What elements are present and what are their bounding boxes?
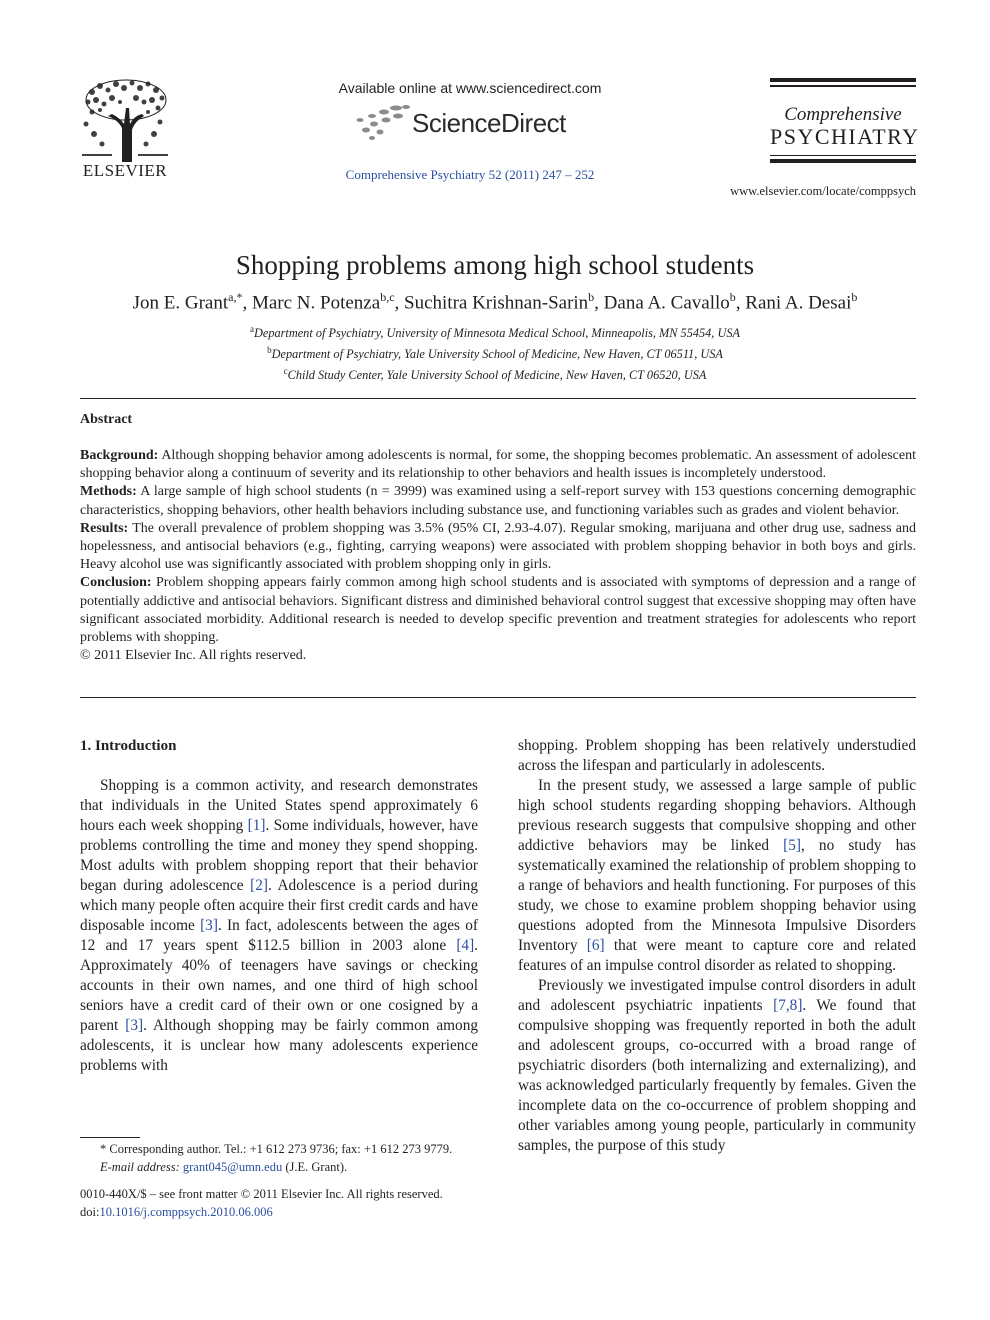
- author-affiliation-marker: b: [851, 290, 858, 304]
- body-paragraph: In the present study, we assessed a large sample of public high school students regarding shopping behaviors. Although previous research suggests that compulsive shopping and other addictive behaviors may be linked [5], no study has systematically examined the relationship of problem shopping to a range of behaviors and health functioning. For purposes of this study, we chose to examine problem shopping behavior using questions adopted from the Minnesota Impulsive Disorders Inventory [6] that were meant to capture core and related features of an impulse control disorder as related to shopping.: [518, 777, 916, 974]
- article-title: Shopping problems among high school students: [235, 250, 755, 280]
- journal-name-line1: Comprehensive: [784, 103, 902, 125]
- abstract-results: Results: The overall prevalence of problem shopping was 3.5% (95% CI, 2.93-4.07). Regular smoking, marijuana and other drug use, sadness and hopelessness, and antisocial behaviors (e.g., fighting, carrying weapons) were associated with problem shopping behavior in both boys and girls. Heavy alcohol use was significantly associated with problem shopping only in girls.: [80, 520, 916, 573]
- author-list: [0, 290, 990, 314]
- abstract-conclusion: Conclusion: Problem shopping appears fairly common among high school students and is associated with symptoms of depression and a range of potentially addictive and antisocial behaviors. Significant distress and diminished behavioral control suggest that excessive shopping may often have significant associated morbidity. Additional research is needed to develop specific prevention and treatment strategies for adolescents who report problems with shopping.: [80, 575, 916, 646]
- author-separator: ,: [394, 292, 405, 314]
- sciencedirect-wordmark: ScienceDirect: [412, 108, 566, 138]
- author-name[interactable]: Suchitra Krishnan-Sarin: [404, 292, 589, 314]
- body-paragraph: shopping. Problem shopping has been relatively understudied across the lifespan and particularly in adolescents.: [518, 737, 916, 774]
- divider: [80, 398, 916, 399]
- journal-rule: [770, 159, 916, 163]
- journal-citation[interactable]: Comprehensive Psychiatry 52 (2011) 247 – 252: [345, 167, 595, 182]
- body-column-left: [80, 736, 478, 1076]
- journal-url[interactable]: www.elsevier.com/locate/comppsych: [730, 184, 916, 198]
- author-name[interactable]: Jon E. Grant: [132, 292, 229, 314]
- reference-link[interactable]: [7,8]: [773, 997, 803, 1014]
- author-separator: ,: [735, 292, 746, 314]
- affiliation: $^a$Department of Psychiatry, University of Minnesota Medical School, Minneapolis, MN 55454, USA: [250, 324, 740, 341]
- abstract-background: Background: Although shopping behavior among adolescents is normal, for some, the shopping becomes problematic. An assessment of adolescent shopping behavior along a continuum of severity and its relationship to other behaviors and health issues is incompletely understood.: [80, 448, 917, 482]
- front-matter: [80, 1186, 500, 1221]
- affiliation: $^b$Department of Psychiatry, Yale University School of Medicine, New Haven, CT 06511, USA: [267, 345, 723, 362]
- body-paragraph: Shopping is a common activity, and research demonstrates that individuals in the United States spend approximately 6 hours each week shopping [1]. Some individuals, however, have problems controlling the time and money they spend shopping. Most adults with problem shopping report that their behavior began during adolescence [2]. Adolescence is a period during which many people often acquire their first credit cards and have disposable income [3]. In fact, adolescents between the ages of 12 and 17 years spent $112.5 billion in 2003 alone [4]. Approximately 40% of teenagers have savings or checking accounts in their own names, and one third of high school seniors have a credit card of their own or one cosigned by a parent [3]. Although shopping may be fairly common among adolescents, it is unclear how many adolescents experience problems with: [80, 777, 479, 1074]
- front-matter-line: 0010-440X/$ – see front matter © 2011 Elsevier Inc. All rights reserved.: [80, 1187, 443, 1201]
- footnote-rule: [80, 1137, 140, 1138]
- abstract-heading: Abstract: [80, 412, 133, 427]
- author-affiliation-marker: b,c: [380, 290, 395, 304]
- email-note: E-mail address: grant045@umn.edu (J.E. Grant).: [100, 1159, 348, 1174]
- footnote: [80, 1141, 478, 1176]
- publisher-name: ELSEVIER: [82, 161, 168, 180]
- doi-link[interactable]: 10.1016/j.comppsych.2010.06.006: [99, 1204, 273, 1219]
- author-separator: ,: [594, 292, 604, 314]
- abstract-copyright: © 2011 Elsevier Inc. All rights reserved.: [80, 648, 307, 664]
- author-name[interactable]: Marc N. Potenza: [251, 292, 381, 314]
- journal-rule: [770, 155, 916, 157]
- author-separator: ,: [242, 292, 252, 314]
- reference-link[interactable]: [6]: [586, 937, 605, 954]
- abstract-methods: Methods: A large sample of high school students (n = 3999) was examined using a self-report survey with 153 questions concerning demographic characteristics, shopping behaviors, other health behaviors including substance use, and functioning variables such as grades and violent behavior.: [80, 484, 916, 518]
- body-column-right: [518, 736, 916, 1156]
- email-link[interactable]: grant045@umn.edu: [182, 1159, 283, 1174]
- reference-link[interactable]: [3]: [200, 917, 218, 934]
- affiliation: $^c$Child Study Center, Yale University School of Medicine, New Haven, CT 06520, USA: [283, 366, 707, 383]
- author-affiliation-marker: b: [588, 290, 595, 304]
- author-name[interactable]: Dana A. Cavallo: [603, 292, 730, 314]
- reference-link[interactable]: [1]: [247, 817, 266, 834]
- author-affiliation-marker: b: [729, 290, 736, 304]
- divider: [80, 697, 916, 698]
- abstract-body: [80, 447, 916, 665]
- sciencedirect-logo: [352, 100, 592, 144]
- journal-rule: [770, 78, 916, 82]
- journal-name-line2: PSYCHIATRY: [770, 123, 920, 149]
- author-name[interactable]: Rani A. Desai: [745, 292, 852, 314]
- journal-rule: [770, 85, 916, 87]
- reference-link[interactable]: [5]: [783, 837, 801, 854]
- reference-link[interactable]: [2]: [250, 877, 268, 894]
- corresponding-author-note: * Corresponding author. Tel.: +1 612 273 9736; fax: +1 612 273 9779.: [100, 1142, 453, 1156]
- sciencedirect-dots-icon: [352, 104, 410, 140]
- elsevier-tree-icon: [78, 78, 172, 162]
- reference-link[interactable]: [4]: [456, 937, 475, 954]
- available-online-text: Available online at www.sciencedirect.com: [338, 80, 602, 96]
- elsevier-logo: [78, 78, 172, 180]
- author-affiliation-marker: a,*: [228, 290, 243, 304]
- reference-link[interactable]: [3]: [125, 1017, 144, 1034]
- journal-logo: [770, 78, 920, 163]
- section-heading: 1. Introduction: [80, 738, 177, 754]
- affiliation-list: [0, 321, 990, 384]
- body-paragraph: Previously we investigated impulse control disorders in adult and adolescent psychiatric inpatients [7,8]. We found that compulsive shopping was frequently reported in both the adult and adolescent groups, co-occurred with a broad range of psychiatric disorders (both internalizing and externalizing), and was acknowledged particularly frequently by females. Given the incomplete data on the co-occurrence of problem shopping and other variables among young people, particularly in community samples, the purpose of this study: [518, 977, 916, 1154]
- doi-line: doi:10.1016/j.comppsych.2010.06.006: [80, 1204, 273, 1219]
